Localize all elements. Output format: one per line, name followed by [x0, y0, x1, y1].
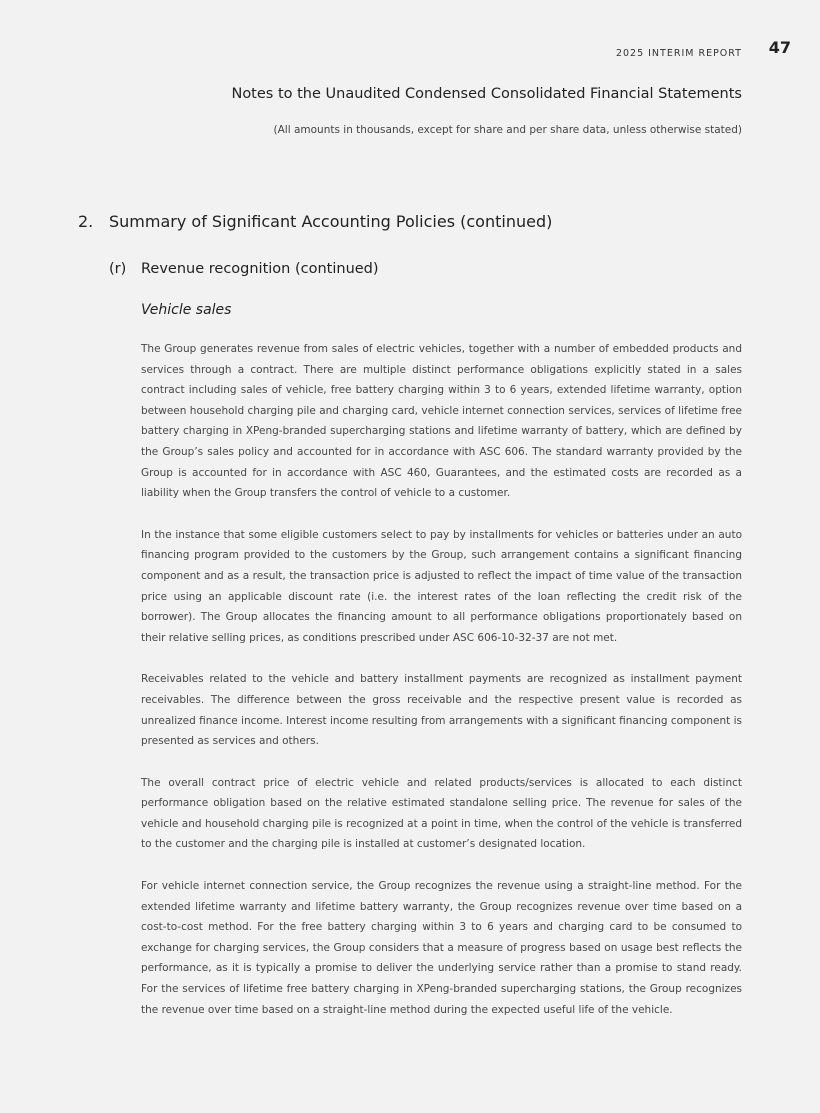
subsection-title: Revenue recognition (continued): [141, 261, 379, 277]
paragraph: In the instance that some eligible customers select to pay by installments for vehicles or batteries under an auto financing program provided to the customers by the Group, such arrangement contains a significant financing component and as a result, the transaction price is adjusted to reflect the impact of time value of the transaction price using an applicable discount rate (i.e. the interest rates of the loan reflecting the credit risk of the borrower). The Group allocates the financing amount to all performance obligations proportionately based on their relative selling prices, as conditions prescribed under ASC 606-10-32-37 are not met.: [141, 528, 742, 644]
section-title: Summary of Significant Accounting Policies (continued): [109, 212, 553, 231]
paragraph: Receivables related to the vehicle and battery installment payments are recognized as installment payment receivables. The difference between the gross receivable and the respective present value is recorded as unrealized finance income. Interest income resulting from arrangements with a significant financing component is presented as services and others.: [141, 673, 742, 748]
paragraph: For vehicle internet connection service, the Group recognizes the revenue using a straight-line method. For the extended lifetime warranty and lifetime battery warranty, the Group recognizes revenue over time based on a cost-to-cost method. For the free battery charging within 3 to 6 years and charging card to be consumed to exchange for charging services, the Group considers that a measure of progress based on usage best reflects the performance, as it is typically a promise to deliver the underlying service rather than a promise to stand ready. For the services of lifetime free battery charging in XPeng-branded supercharging stations, the Group recognizes the revenue over time based on a straight-line method during the expected useful life of the vehicle.: [141, 880, 742, 1016]
page-number: 47: [768, 38, 791, 57]
paragraph: The Group generates revenue from sales of electric vehicles, together with a number of embedded products and services through a contract. There are multiple distinct performance obligations explicitly stated in a sales contract including sales of vehicle, free battery charging within 3 to 6 years, extended lifetime warranty, option between household charging pile and charging card, vehicle internet connection services, services of lifetime free battery charging in XPeng-branded supercharging stations and lifetime warranty of battery, which are defined by the Group’s sales policy and accounted for in accordance with ASC 606. The standard warranty provided by the Group is accounted for in accordance with ASC 460, Guarantees, and the estimated costs are recorded as a liability when the Group transfers the control of vehicle to a customer.: [141, 343, 742, 500]
paragraph: The overall contract price of electric vehicle and related products/services is allocated to each distinct performance obligation based on the relative estimated standalone selling price. The revenue for sales of the vehicle and household charging pile is recognized at a point in time, when the control of the vehicle is transferred to the customer and the charging pile is installed at customer’s designated location.: [141, 776, 742, 851]
section-heading: [78, 212, 552, 231]
amounts-note: (All amounts in thousands, except for share and per share data, unless otherwise stated): [273, 124, 742, 136]
subsection-number: (r): [109, 261, 127, 277]
subsection-heading: [109, 261, 379, 277]
body-text: [141, 339, 742, 1041]
section-number: 2.: [78, 212, 94, 231]
notes-title: Notes to the Unaudited Condensed Consolidated Financial Statements: [231, 86, 742, 102]
report-label: 2025 INTERIM REPORT: [615, 48, 742, 59]
topic-heading: Vehicle sales: [141, 302, 232, 318]
